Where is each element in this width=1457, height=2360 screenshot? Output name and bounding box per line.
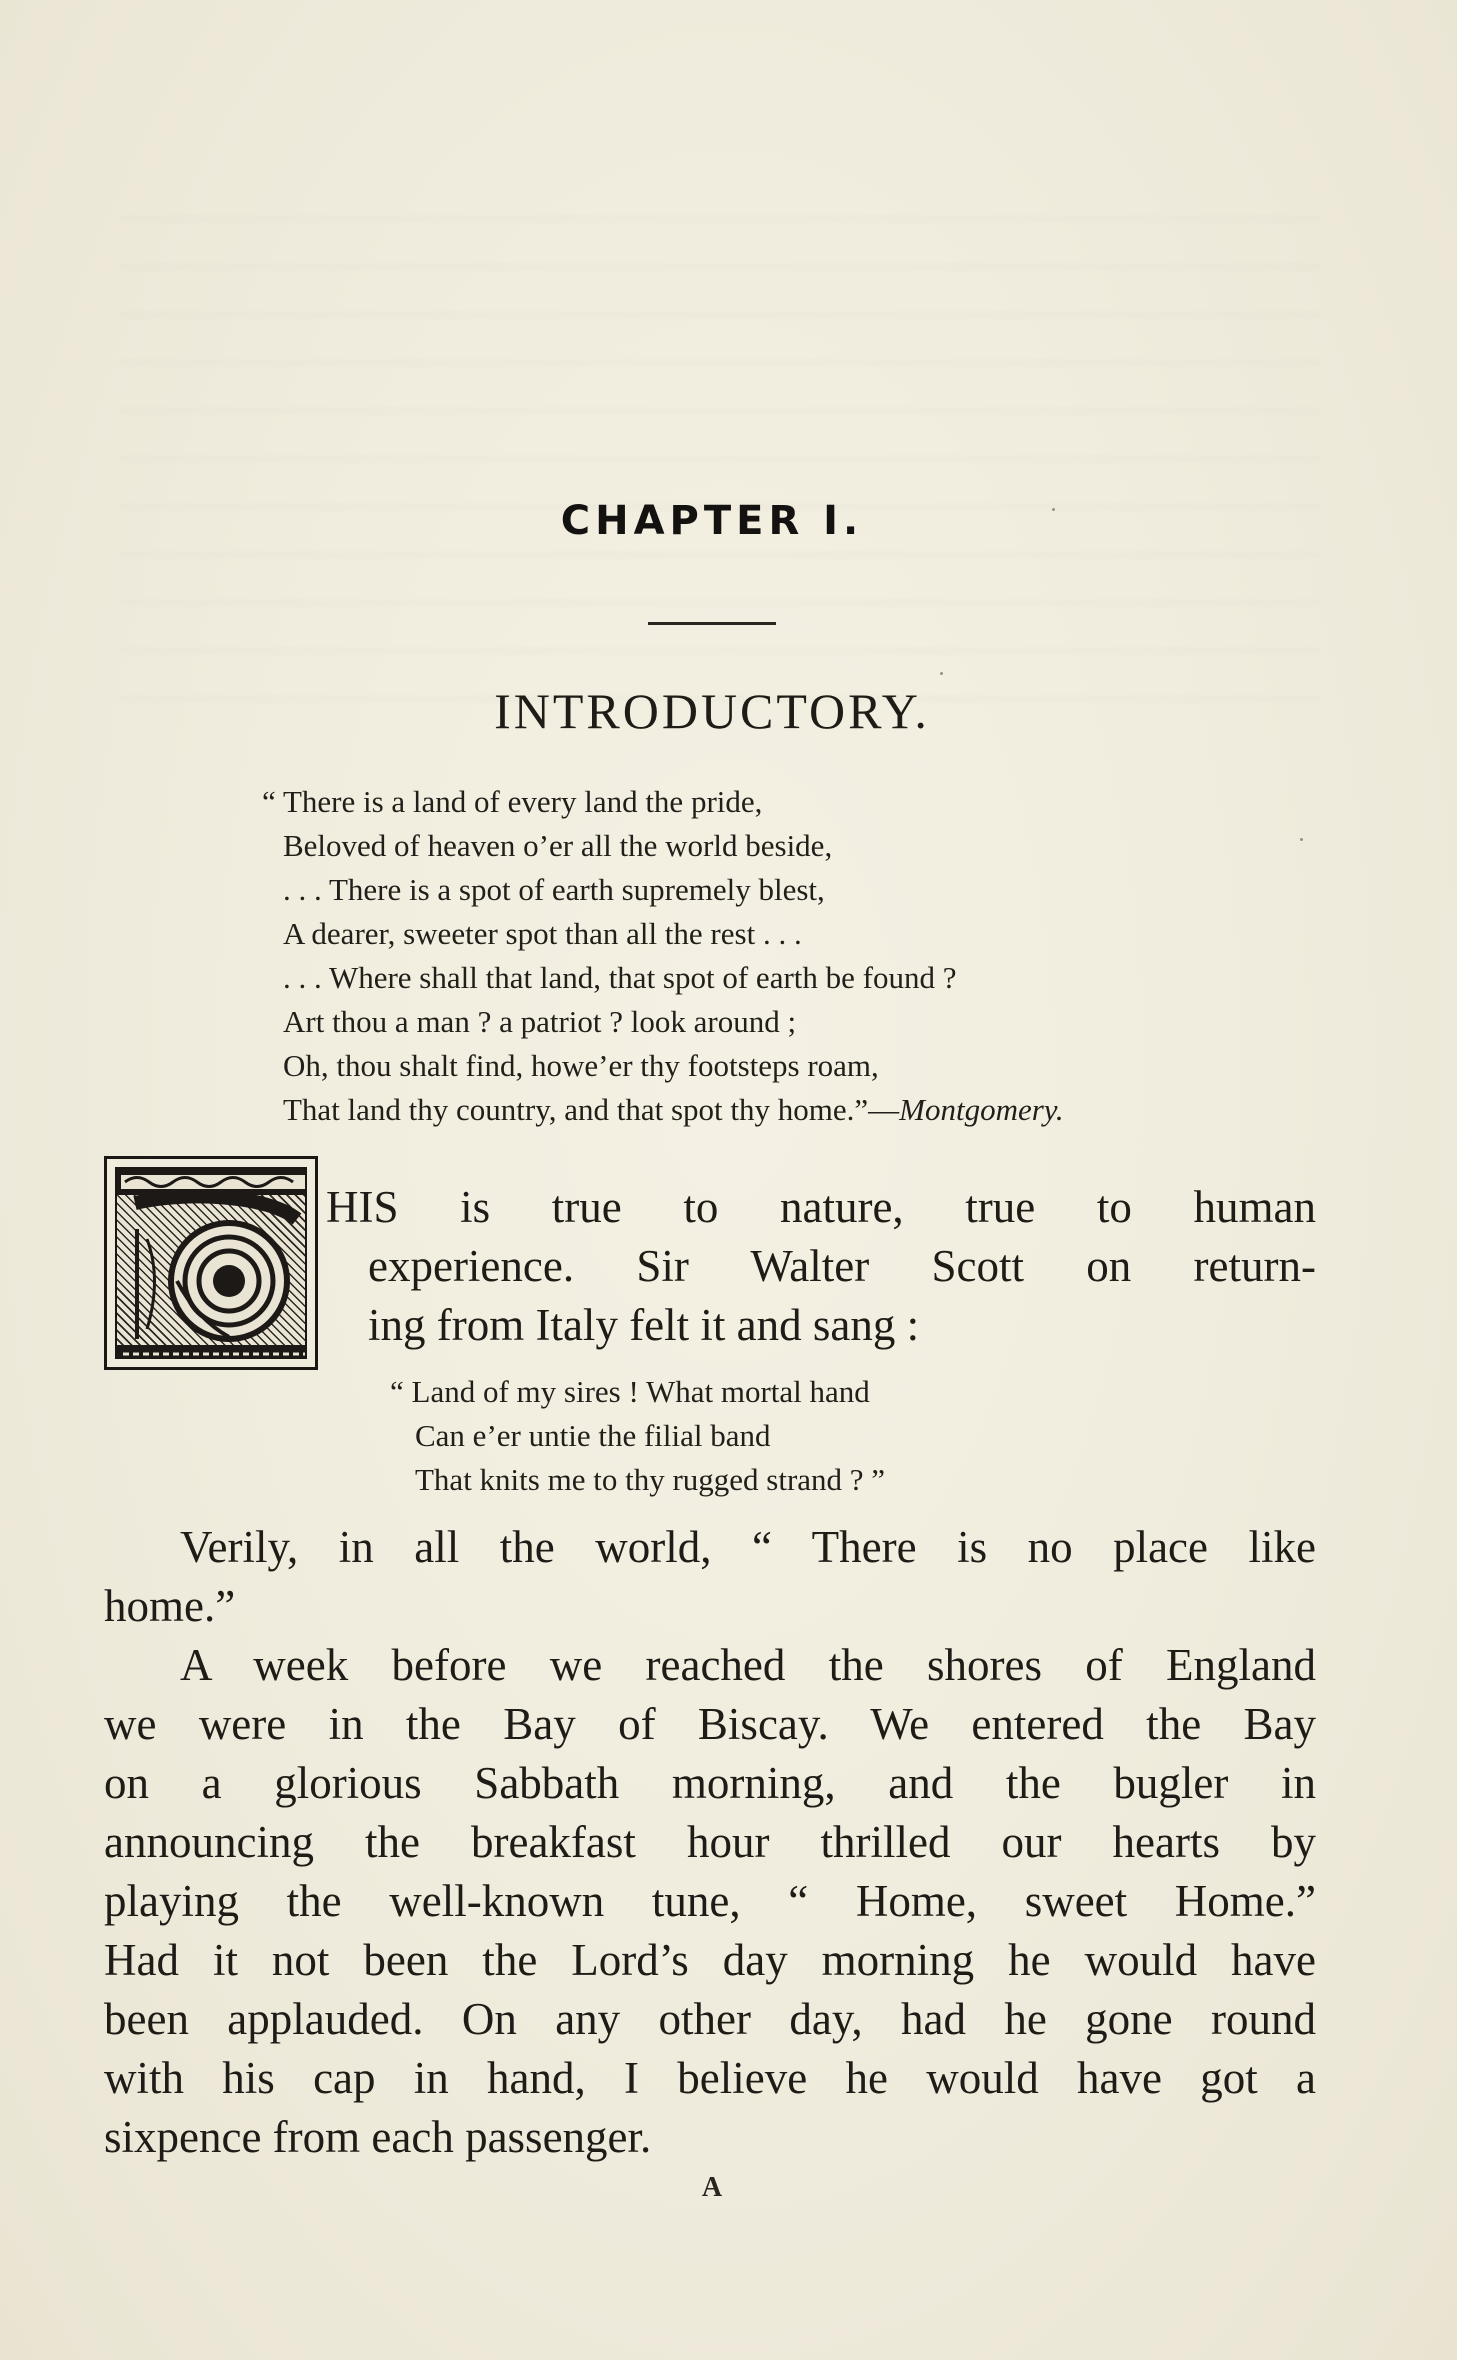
paragraph-line: ing from Italy felt it and sang :: [368, 1300, 920, 1350]
epigraph: [262, 780, 1322, 1132]
ornamental-drop-cap: [104, 1156, 318, 1370]
body-text: [104, 1518, 1316, 2167]
decorative-rule: [648, 622, 776, 625]
epigraph-attribution: Montgomery.: [899, 1092, 1064, 1127]
epigraph-line: . . . Where shall that land, that spot of earth be found ?: [283, 960, 957, 995]
epigraph-line-last: [262, 1088, 1322, 1132]
body-line: with his cap in hand, I believe he would have got a: [104, 2053, 1316, 2103]
body-line: playing the well-known tune, “ Home, sweet Home.”: [104, 1876, 1316, 1926]
drop-cap-ornament: [115, 1167, 307, 1359]
epigraph-line: Art thou a man ? a patriot ? look around ;: [283, 1004, 797, 1039]
body-line: been applauded. On any other day, had he gone round: [104, 1994, 1316, 2044]
body-line: sixpence from each passenger.: [104, 2112, 652, 2162]
epigraph-line: A dearer, sweeter spot than all the rest . . .: [283, 916, 802, 951]
paper-speck: [1300, 838, 1303, 841]
epigraph-text: That land thy country, and that spot thy home.”—: [283, 1092, 900, 1127]
epigraph-line: Oh, thou shalt find, howe’er thy footsteps roam,: [283, 1048, 879, 1083]
epigraph-line: . . . There is a spot of earth supremely blest,: [283, 872, 825, 907]
body-line: A week before we reached the shores of England: [180, 1640, 1316, 1690]
body-line: Had it not been the Lord’s day morning he would have: [104, 1935, 1316, 1985]
paragraph-line: HIS is true to nature, true to human: [326, 1182, 1316, 1232]
first-paragraph: [326, 1178, 1316, 1355]
chapter-heading: CHAPTER I.: [560, 498, 864, 544]
drop-cap-letter-icon: [117, 1169, 307, 1359]
paper-speck: [940, 672, 943, 675]
paragraph-line: experience. Sir Walter Scott on return-: [368, 1241, 1316, 1291]
body-line: we were in the Bay of Biscay. We entered the Bay: [104, 1699, 1316, 1749]
body-line: Verily, in all the world, “ There is no place like: [180, 1522, 1316, 1572]
scott-quote: [390, 1370, 1290, 1502]
epigraph-line: “ There is a land of every land the pride,: [262, 784, 763, 819]
chapter-title: INTRODUCTORY.: [494, 683, 930, 739]
body-line: announcing the breakfast hour thrilled our hearts by: [104, 1817, 1316, 1867]
quote-line: “ Land of my sires ! What mortal hand: [390, 1374, 870, 1409]
quote-line: Can e’er untie the filial band: [415, 1418, 771, 1453]
quote-line: That knits me to thy rugged strand ? ”: [415, 1462, 886, 1497]
body-line: on a glorious Sabbath morning, and the bugler in: [104, 1758, 1316, 1808]
signature-mark: A: [701, 2172, 723, 2203]
body-line: home.”: [104, 1581, 236, 1631]
paper-speck: [1052, 508, 1055, 511]
epigraph-line: Beloved of heaven o’er all the world beside,: [283, 828, 833, 863]
